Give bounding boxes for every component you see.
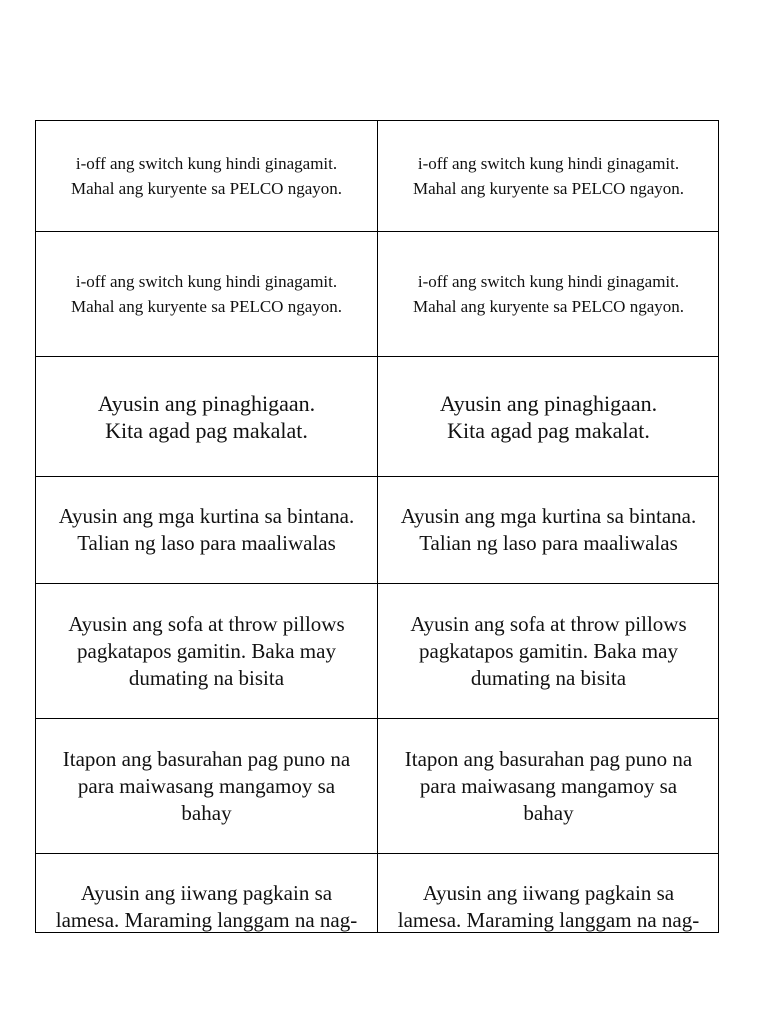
card-cell (36, 357, 378, 477)
card-cell (378, 719, 719, 854)
card-cell (36, 854, 378, 933)
card-text: i-off ang switch kung hindi ginagamit. Mahal ang kuryente sa PELCO ngayon. (413, 272, 684, 316)
card-cell (378, 477, 719, 584)
card-cell (378, 854, 719, 933)
card-text: i-off ang switch kung hindi ginagamit. Mahal ang kuryente sa PELCO ngayon. (413, 154, 684, 198)
card-cell (36, 121, 378, 232)
card-text: Ayusin ang iiwang pagkain sa lamesa. Maraming langgam na nag- (55, 881, 358, 932)
card-text: Ayusin ang pinaghigaan. Kita agad pag makalat. (439, 390, 658, 443)
card-cell (378, 584, 719, 719)
card-text: Itapon ang basurahan pag puno na para maiwasang mangamoy sa bahay (62, 746, 351, 825)
card-sheet-table (35, 120, 719, 933)
card-text: Ayusin ang mga kurtina sa bintana. Talian ng laso para maaliwalas (58, 504, 355, 555)
card-text: Ayusin ang pinaghigaan. Kita agad pag makalat. (97, 390, 316, 443)
card-text: Ayusin ang mga kurtina sa bintana. Talian ng laso para maaliwalas (400, 504, 697, 555)
card-cell (36, 719, 378, 854)
card-text: Ayusin ang sofa at throw pillows pagkatapos gamitin. Baka may dumating na bisita (68, 611, 345, 690)
card-cell (36, 477, 378, 584)
card-text: Ayusin ang sofa at throw pillows pagkatapos gamitin. Baka may dumating na bisita (410, 611, 687, 690)
card-cell (36, 584, 378, 719)
card-text: Ayusin ang iiwang pagkain sa lamesa. Maraming langgam na nag- (397, 881, 700, 932)
card-text: i-off ang switch kung hindi ginagamit. Mahal ang kuryente sa PELCO ngayon. (71, 272, 342, 316)
card-cell (378, 232, 719, 357)
card-text: Itapon ang basurahan pag puno na para maiwasang mangamoy sa bahay (404, 746, 693, 825)
card-cell (36, 232, 378, 357)
card-cell (378, 121, 719, 232)
card-text: i-off ang switch kung hindi ginagamit. Mahal ang kuryente sa PELCO ngayon. (71, 154, 342, 198)
card-cell (378, 357, 719, 477)
